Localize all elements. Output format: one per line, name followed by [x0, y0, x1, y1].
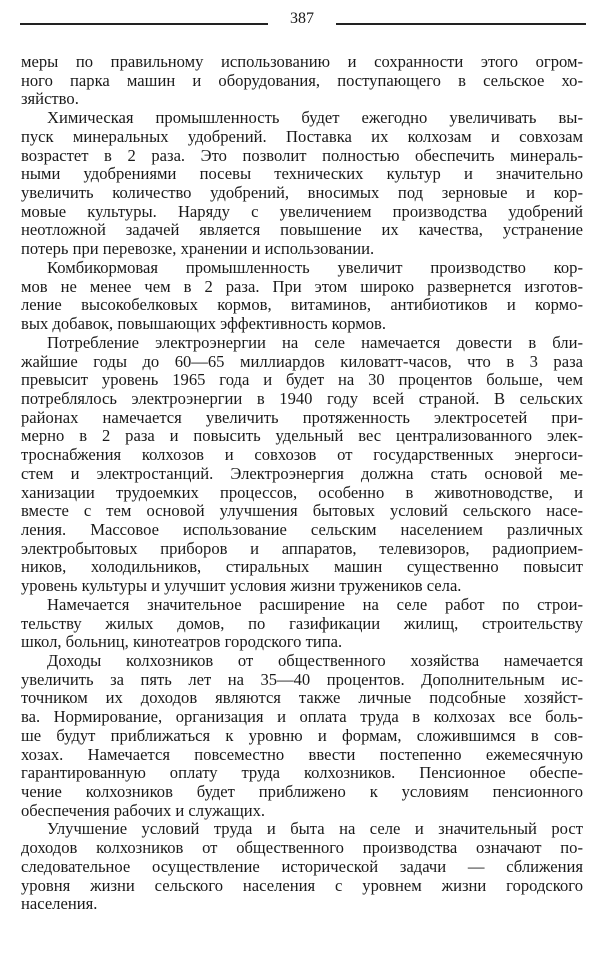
text-line: следовательное осуществление исторической задачи — сближения	[21, 857, 583, 876]
text-line: обеспечения рабочих и служащих.	[21, 801, 266, 820]
text-line: потреблялось электроэнергии в 1940 году всей страной. В сельских	[21, 389, 583, 408]
paragraph	[21, 820, 583, 914]
paragraph	[21, 53, 583, 109]
text-line: доходов колхозников от общественного производства означают по-	[21, 839, 583, 858]
paragraph	[21, 334, 583, 596]
text-line: Потребление электроэнергии на селе намечается довести в бли-	[47, 333, 583, 352]
text-line: увеличить количество удобрений, вносимых под зерновые и кор-	[21, 184, 583, 203]
header-rule-left	[20, 23, 268, 25]
text-line: Улучшение условий труда и быта на селе и значительный рост	[47, 820, 583, 839]
text-line: Комбикормовая промышленность увеличит производство кор-	[47, 258, 583, 277]
text-line: мовые культуры. Наряду с увеличением производства удобрений	[21, 202, 583, 221]
text-line: жайшие годы до 60—65 миллиардов киловатт-часов, что в 3 раза	[21, 352, 583, 371]
page-body	[21, 53, 583, 914]
text-line: тельству жилых домов, по газификации жилищ, строительству	[21, 614, 583, 633]
text-line: ление высокобелковых кормов, витаминов, антибиотиков и кормо-	[21, 296, 583, 315]
page-header	[20, 10, 584, 32]
paragraph	[21, 596, 583, 652]
paragraph	[21, 652, 583, 820]
text-line: неотложной задачей является повышение их качества, устранение	[21, 221, 583, 240]
text-line: ва. Нормирование, организация и оплата труда в колхозах все боль-	[21, 708, 583, 727]
text-line: троснабжения колхозов и совхозов от государственных энергоси-	[21, 446, 583, 465]
text-line: чение колхозников будет приближено к условиям пенсионного	[21, 783, 583, 802]
text-line: населения.	[21, 895, 98, 914]
text-line: Химическая промышленность будет ежегодно увеличивать вы-	[47, 109, 583, 128]
text-line: вместе с тем основой улучшения бытовых условий сельского насе-	[21, 502, 583, 521]
text-line: ханизации трудоемких процессов, особенно в животноводстве, и	[21, 483, 583, 502]
text-line: мерно в 2 раза и повысить удельный вес централизованного элек-	[21, 427, 583, 446]
text-line: увеличить за пять лет на 35—40 процентов. Дополнительным ис-	[21, 670, 583, 689]
text-line: вых добавок, повышающих эффективность кормов.	[21, 315, 387, 334]
text-line: Доходы колхозников от общественного хозяйства намечается	[47, 652, 583, 670]
text-line: зяйство.	[21, 90, 79, 109]
paragraph	[21, 109, 583, 259]
text-line: электробытовых приборов и аппаратов, телевизоров, радиоприем-	[21, 539, 583, 558]
text-line: школ, больниц, кинотеатров городского типа.	[21, 633, 343, 652]
text-line: ными удобрениями посевы технических культур и значительно	[21, 165, 583, 184]
text-line: превысит уровень 1965 года и будет на 30 процентов больше, чем	[21, 371, 583, 390]
text-line: точником их доходов являются также личные подсобные хозяйст-	[21, 689, 583, 708]
text-line: хозах. Намечается повсеместно ввести постепенно ежемесячную	[21, 745, 583, 764]
text-line: пуск минеральных удобрений. Поставка их колхозам и совхозам	[21, 127, 583, 146]
text-line: районах намечается увеличить протяженность электросетей при-	[21, 408, 583, 427]
text-line: мов не менее чем в 2 раза. При этом широко развернется изготов-	[21, 277, 583, 296]
text-line: уровень культуры и улучшит условия жизни тружеников села.	[21, 577, 462, 596]
text-line: потерь при перевозке, хранении и использовании.	[21, 240, 375, 259]
text-line: меры по правильному использованию и сохранности этого огром-	[21, 53, 583, 71]
text-line: возрастет в 2 раза. Это позволит полностью обеспечить минераль-	[21, 146, 583, 165]
text-line: уровня жизни сельского населения с уровнем жизни городского	[21, 876, 583, 895]
header-rule-right	[336, 23, 586, 25]
text-line: стем и электростанций. Электроэнергия должна стать основой ме-	[21, 464, 583, 483]
text-line: ше будут приближаться к уровню и формам, сложившимся в сов-	[21, 726, 583, 745]
text-line: ного парка машин и оборудования, поступающего в сельское хо-	[21, 71, 583, 90]
text-line: ников, холодильников, стиральных машин существенно повысит	[21, 558, 583, 577]
text-line: Намечается значительное расширение на селе работ по строи-	[47, 595, 583, 614]
text-line: ления. Массовое использование сельским населением различных	[21, 520, 583, 539]
text-line: гарантированную оплату труда колхозников. Пенсионное обеспе-	[21, 764, 583, 783]
paragraph	[21, 259, 583, 334]
page-number: 387	[290, 10, 314, 27]
